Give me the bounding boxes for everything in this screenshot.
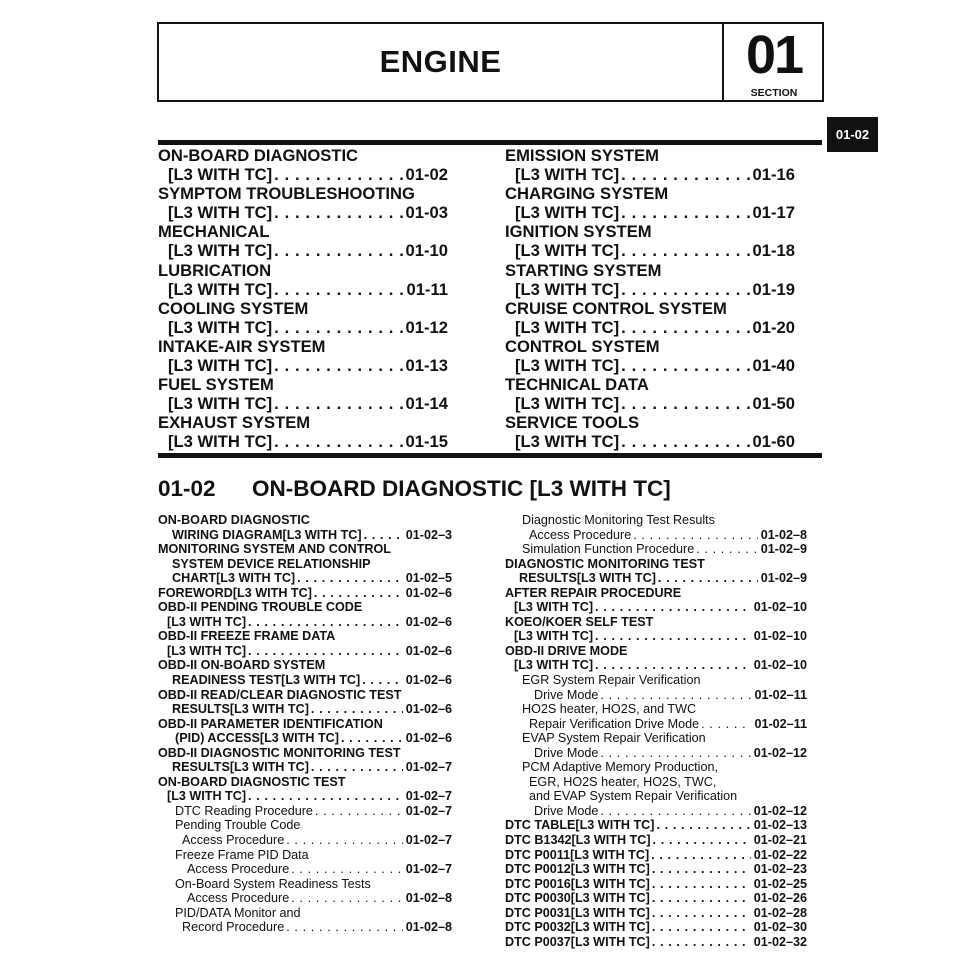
toc-page-number: 01-03: [405, 203, 448, 223]
divider-rule: [158, 453, 822, 458]
toc-entry-line: [158, 818, 452, 833]
toc-page-number: 01-02–3: [405, 527, 452, 542]
dot-leader: [650, 877, 751, 892]
toc-entry-link[interactable]: [505, 432, 795, 451]
toc-page-number: 01-18: [752, 241, 795, 261]
toc-entry-text: Drive Mode: [534, 687, 599, 702]
toc-page-number: 01-02–8: [405, 891, 452, 906]
toc-page-number: 01-02–7: [405, 833, 452, 848]
dot-leader: [619, 432, 749, 451]
toc-entry-link[interactable]: [505, 241, 795, 260]
toc-entry-text: [L3 WITH TC]: [515, 356, 620, 376]
section-number: 01: [745, 25, 803, 85]
toc-entry-line: [505, 644, 807, 659]
toc-entry-text: On-Board System Readiness Tests: [175, 876, 371, 891]
toc-entry-text: [L3 WITH TC]: [168, 279, 273, 299]
dot-leader: [593, 600, 751, 615]
dot-leader: [619, 356, 749, 375]
dot-leader: [699, 717, 751, 732]
toc-entry-line: [505, 615, 807, 630]
toc-entry-text: [L3 WITH TC]: [168, 203, 273, 223]
dot-leader: [246, 615, 403, 630]
toc-page-number: 01-02–6: [405, 614, 452, 629]
toc-page-number: 01-02–11: [754, 716, 807, 731]
dot-leader: [272, 432, 402, 451]
toc-entry-link[interactable]: [505, 848, 807, 863]
toc-page-number: 01-02–28: [753, 905, 807, 920]
toc-entry-text: PID/DATA Monitor and: [175, 905, 301, 920]
toc-entry-text: COOLING SYSTEM: [158, 298, 309, 318]
toc-entry-link[interactable]: [158, 731, 452, 746]
toc-entry-text: [L3 WITH TC]: [515, 203, 620, 223]
toc-entry-line: [158, 513, 452, 528]
toc-entry-text: LUBRICATION: [158, 260, 272, 280]
toc-entry-link[interactable]: [505, 877, 807, 892]
toc-entry-text: Access Procedure: [187, 891, 290, 906]
toc-entry-link[interactable]: [158, 241, 448, 260]
dot-leader: [650, 862, 751, 877]
toc-entry-line: [158, 557, 452, 572]
toc-entry-line: [505, 789, 807, 804]
toc-entry-text: EGR, HO2S heater, HO2S, TWC,: [529, 774, 717, 789]
toc-entry-line: [158, 299, 448, 318]
toc-page-number: 01-19: [752, 279, 795, 299]
toc-entry-text: [L3 WITH TC]: [515, 317, 620, 337]
toc-page-number: 01-02–6: [405, 702, 452, 717]
toc-entry-link[interactable]: [158, 165, 448, 184]
toc-entry-text: ON-BOARD DIAGNOSTIC: [158, 513, 310, 527]
toc-entry-text: ON-BOARD DIAGNOSTIC TEST: [158, 774, 346, 789]
toc-page-number: 01-02–10: [753, 629, 807, 644]
toc-entry-text: OBD-II DIAGNOSTIC MONITORING TEST: [158, 745, 401, 760]
toc-entry-text: HO2S heater, HO2S, and TWC: [522, 702, 697, 717]
toc-entry-link[interactable]: [158, 586, 452, 601]
toc-entry-line: [158, 746, 452, 761]
toc-entry-text: [L3 WITH TC]: [514, 658, 594, 673]
dot-leader: [619, 280, 749, 299]
toc-entry-link[interactable]: [505, 280, 795, 299]
side-tab[interactable]: 01-02: [827, 117, 878, 152]
toc-entry-link[interactable]: [505, 746, 807, 761]
toc-entry-link[interactable]: [505, 165, 795, 184]
divider-rule: [158, 140, 822, 145]
toc-page-number: 01-02–6: [405, 643, 452, 658]
toc-entry-link[interactable]: [158, 891, 452, 906]
dot-leader: [272, 356, 402, 375]
toc-entry-line: [158, 222, 448, 241]
dot-leader: [598, 746, 750, 761]
dot-leader: [284, 920, 403, 935]
toc-entry-text: PCM Adaptive Memory Production,: [522, 760, 718, 775]
dot-leader: [272, 165, 402, 184]
dot-leader: [339, 731, 403, 746]
toc-entry-text: SERVICE TOOLS: [505, 413, 640, 433]
toc-entry-text: OBD-II PARAMETER IDENTIFICATION: [158, 716, 383, 731]
toc-entry-text: MECHANICAL: [158, 222, 270, 242]
subsection-number: 01-02: [158, 476, 216, 501]
toc-entry-text: INTAKE-AIR SYSTEM: [158, 336, 326, 356]
dot-leader: [289, 862, 403, 877]
toc-entry-line: [505, 261, 795, 280]
toc-entry-link[interactable]: [505, 906, 807, 921]
toc-entry-line: [158, 542, 452, 557]
toc-entry-text: [L3 WITH TC]: [514, 600, 594, 615]
toc-entry-text: [L3 WITH TC]: [168, 165, 273, 185]
toc-entry-line: [158, 146, 448, 165]
toc-page-number: 01-50: [752, 394, 795, 414]
toc-entry-text: Freeze Frame PID Data: [175, 847, 309, 862]
toc-entry-link[interactable]: [505, 717, 807, 732]
toc-entry-text: CONTROL SYSTEM: [505, 336, 660, 356]
toc-entry-line: [505, 702, 807, 717]
toc-entry-line: [505, 513, 807, 528]
toc-page-number: 01-12: [405, 317, 448, 337]
subsection-toc-left: [158, 513, 452, 935]
dot-leader: [619, 318, 749, 337]
toc-entry-link[interactable]: [158, 760, 452, 775]
toc-page-number: 01-02–9: [760, 542, 807, 557]
toc-entry-text: [L3 WITH TC]: [514, 629, 594, 644]
toc-entry-line: [158, 717, 452, 732]
section-toc-left: [158, 146, 448, 452]
toc-entry-text: ON-BOARD DIAGNOSTIC: [158, 146, 359, 165]
toc-page-number: 01-11: [406, 279, 448, 299]
dot-leader: [650, 935, 751, 950]
toc-entry-text: CHART[L3 WITH TC]: [172, 571, 296, 586]
toc-entry-link[interactable]: [505, 862, 807, 877]
toc-page-number: 01-02–26: [753, 891, 807, 906]
toc-entry-text: [L3 WITH TC]: [167, 614, 247, 629]
toc-entry-text: DTC P0016[L3 WITH TC]: [505, 876, 650, 891]
toc-entry-text: DTC P0031[L3 WITH TC]: [505, 905, 650, 920]
toc-entry-text: DTC P0032[L3 WITH TC]: [505, 920, 650, 935]
toc-entry-text: and EVAP System Repair Verification: [529, 789, 738, 804]
toc-entry-line: [505, 184, 795, 203]
toc-entry-line: [158, 688, 452, 703]
toc-entry-text: EMISSION SYSTEM: [505, 146, 659, 165]
toc-entry-text: (PID) ACCESS[L3 WITH TC]: [175, 731, 339, 746]
toc-entry-text: Access Procedure: [187, 862, 290, 877]
toc-entry-text: Drive Mode: [534, 745, 599, 760]
toc-entry-link[interactable]: [505, 542, 807, 557]
toc-page-number: 01-02–22: [753, 847, 807, 862]
dot-leader: [309, 760, 403, 775]
toc-entry-link[interactable]: [158, 862, 452, 877]
toc-page-number: 01-17: [752, 203, 795, 223]
toc-entry-text: FUEL SYSTEM: [158, 375, 274, 395]
toc-entry-text: [L3 WITH TC]: [167, 789, 247, 804]
toc-entry-text: [L3 WITH TC]: [515, 394, 620, 414]
toc-entry-line: [158, 658, 452, 673]
toc-entry-text: Access Procedure: [182, 833, 285, 848]
toc-page-number: 01-02–13: [753, 818, 807, 833]
toc-entry-link[interactable]: [158, 644, 452, 659]
toc-page-number: 01-02–8: [760, 527, 807, 542]
toc-entry-link[interactable]: [158, 920, 452, 935]
section-toc-right: [505, 146, 795, 452]
toc-entry-line: [158, 184, 448, 203]
toc-entry-text: RESULTS[L3 WITH TC]: [519, 571, 656, 586]
toc-entry-text: [L3 WITH TC]: [515, 432, 620, 452]
toc-entry-text: DTC P0012[L3 WITH TC]: [505, 862, 650, 877]
toc-entry-link[interactable]: [505, 528, 807, 543]
toc-entry-link[interactable]: [505, 629, 807, 644]
toc-entry-line: [505, 375, 795, 394]
toc-entry-text: READINESS TEST[L3 WITH TC]: [172, 673, 361, 688]
toc-entry-line: [158, 848, 452, 863]
toc-entry-link[interactable]: [158, 702, 452, 717]
dot-leader: [650, 906, 751, 921]
dot-leader: [650, 891, 751, 906]
toc-entry-text: OBD-II FREEZE FRAME DATA: [158, 629, 336, 644]
toc-page-number: 01-02–8: [405, 920, 452, 935]
dot-leader: [272, 280, 403, 299]
toc-page-number: 01-02–12: [753, 745, 807, 760]
section-header: [157, 22, 824, 102]
toc-entry-line: [505, 731, 807, 746]
toc-entry-text: DTC B1342[L3 WITH TC]: [505, 833, 651, 848]
toc-entry-text: RESULTS[L3 WITH TC]: [172, 702, 309, 717]
toc-entry-text: OBD-II READ/CLEAR DIAGNOSTIC TEST: [158, 687, 402, 702]
toc-entry-link[interactable]: [158, 528, 452, 543]
toc-entry-line: [158, 413, 448, 432]
toc-entry-text: EVAP System Repair Verification: [522, 731, 706, 746]
dot-leader: [312, 586, 403, 601]
toc-entry-link[interactable]: [158, 571, 452, 586]
toc-entry-text: DTC P0011[L3 WITH TC]: [505, 847, 650, 862]
toc-page-number: 01-02–23: [753, 862, 807, 877]
toc-page-number: 01-02–7: [405, 789, 452, 804]
toc-entry-text: [L3 WITH TC]: [168, 356, 273, 376]
section-title: ENGINE: [379, 44, 502, 79]
toc-entry-line: [158, 775, 452, 790]
toc-entry-link[interactable]: [505, 394, 795, 413]
toc-entry-link[interactable]: [158, 356, 448, 375]
toc-page-number: 01-02–7: [405, 760, 452, 775]
toc-entry-text: TECHNICAL DATA: [505, 375, 649, 395]
toc-entry-text: MONITORING SYSTEM AND CONTROL: [158, 542, 391, 557]
subsection-toc-right: [505, 513, 807, 949]
toc-entry-link[interactable]: [158, 833, 452, 848]
toc-entry-link[interactable]: [505, 804, 807, 819]
toc-page-number: 01-02–6: [405, 673, 452, 688]
toc-entry-line: [505, 673, 807, 688]
toc-entry-link[interactable]: [505, 600, 807, 615]
toc-entry-text: DTC P0030[L3 WITH TC]: [505, 891, 650, 906]
toc-entry-text: EXHAUST SYSTEM: [158, 413, 311, 433]
section-number-box: [722, 24, 824, 100]
dot-leader: [313, 804, 403, 819]
toc-page-number: 01-15: [405, 432, 448, 452]
dot-leader: [295, 571, 403, 586]
toc-entry-line: [158, 600, 452, 615]
toc-entry-line: [505, 557, 807, 572]
toc-entry-text: EGR System Repair Verification: [522, 673, 701, 688]
toc-entry-text: [L3 WITH TC]: [167, 643, 247, 658]
toc-page-number: 01-02–21: [753, 833, 807, 848]
dot-leader: [598, 688, 751, 703]
toc-entry-text: AFTER REPAIR PROCEDURE: [505, 585, 682, 600]
toc-entry-text: DTC P0037[L3 WITH TC]: [505, 934, 650, 949]
toc-entry-text: Simulation Function Procedure: [522, 542, 695, 557]
dot-leader: [619, 203, 749, 222]
toc-entry-link[interactable]: [505, 935, 807, 950]
dot-leader: [360, 673, 403, 688]
toc-entry-text: CHARGING SYSTEM: [505, 184, 669, 204]
toc-entry-link[interactable]: [158, 203, 448, 222]
toc-page-number: 01-02–10: [753, 658, 807, 673]
dot-leader: [619, 394, 749, 413]
toc-entry-line: [505, 760, 807, 775]
toc-entry-link[interactable]: [505, 658, 807, 673]
toc-entry-text: CRUISE CONTROL SYSTEM: [505, 298, 727, 318]
dot-leader: [649, 848, 751, 863]
toc-entry-text: Drive Mode: [534, 803, 599, 818]
toc-entry-link[interactable]: [158, 673, 452, 688]
toc-entry-text: Repair Verification Drive Mode: [529, 716, 700, 731]
toc-entry-text: Diagnostic Monitoring Test Results: [522, 513, 715, 527]
toc-page-number: 01-02–5: [405, 571, 452, 586]
toc-page-number: 01-02–32: [753, 934, 807, 949]
toc-entry-line: [505, 146, 795, 165]
toc-entry-line: [158, 877, 452, 892]
toc-entry-text: [L3 WITH TC]: [515, 279, 620, 299]
toc-entry-text: SYSTEM DEVICE RELATIONSHIP: [172, 556, 371, 571]
section-label: SECTION: [750, 87, 798, 99]
dot-leader: [619, 165, 749, 184]
toc-entry-text: [L3 WITH TC]: [168, 241, 273, 261]
toc-entry-text: RESULTS[L3 WITH TC]: [172, 760, 309, 775]
toc-entry-line: [158, 261, 448, 280]
toc-entry-link[interactable]: [158, 280, 448, 299]
toc-entry-link[interactable]: [158, 804, 452, 819]
toc-page-number: 01-02–6: [405, 731, 452, 746]
toc-page-number: 01-20: [752, 317, 795, 337]
toc-entry-link[interactable]: [158, 318, 448, 337]
dot-leader: [272, 394, 402, 413]
dot-leader: [362, 528, 403, 543]
toc-entry-text: DIAGNOSTIC MONITORING TEST: [505, 556, 705, 571]
subsection-title: ON-BOARD DIAGNOSTIC [L3 WITH TC]: [252, 476, 671, 501]
toc-entry-text: KOEO/KOER SELF TEST: [505, 614, 654, 629]
toc-entry-line: [505, 775, 807, 790]
toc-entry-text: DTC Reading Procedure: [175, 803, 313, 818]
toc-page-number: 01-02–25: [753, 876, 807, 891]
toc-entry-text: OBD-II ON-BOARD SYSTEM: [158, 658, 326, 673]
dot-leader: [631, 528, 758, 543]
toc-page-number: 01-02–12: [753, 803, 807, 818]
dot-leader: [598, 804, 750, 819]
toc-entry-text: [L3 WITH TC]: [168, 432, 273, 452]
toc-entry-link[interactable]: [505, 203, 795, 222]
toc-entry-text: FOREWORD[L3 WITH TC]: [158, 585, 312, 600]
toc-entry-link[interactable]: [505, 818, 807, 833]
toc-entry-link[interactable]: [505, 688, 807, 703]
toc-entry-text: OBD-II DRIVE MODE: [505, 643, 628, 658]
dot-leader: [284, 833, 403, 848]
toc-entry-link[interactable]: [158, 394, 448, 413]
dot-leader: [650, 920, 751, 935]
toc-entry-text: [L3 WITH TC]: [168, 394, 273, 414]
dot-leader: [656, 571, 758, 586]
dot-leader: [651, 833, 751, 848]
toc-entry-text: [L3 WITH TC]: [515, 165, 620, 185]
toc-entry-text: [L3 WITH TC]: [515, 241, 620, 261]
dot-leader: [694, 542, 758, 557]
toc-page-number: 01-02: [405, 165, 448, 185]
toc-page-number: 01-02–10: [753, 600, 807, 615]
toc-entry-line: [158, 337, 448, 356]
dot-leader: [654, 818, 750, 833]
toc-entry-text: DTC TABLE[L3 WITH TC]: [505, 818, 655, 833]
toc-page-number: 01-10: [405, 241, 448, 261]
toc-page-number: 01-02–7: [405, 862, 452, 877]
toc-entry-text: Pending Trouble Code: [175, 818, 301, 833]
toc-entry-link[interactable]: [505, 356, 795, 375]
dot-leader: [289, 891, 403, 906]
toc-entry-line: [505, 299, 795, 318]
toc-page-number: 01-02–9: [760, 571, 807, 586]
toc-entry-line: [158, 375, 448, 394]
toc-page-number: 01-02–6: [405, 585, 452, 600]
toc-entry-text: OBD-II PENDING TROUBLE CODE: [158, 600, 363, 615]
toc-entry-text: WIRING DIAGRAM[L3 WITH TC]: [172, 527, 362, 542]
toc-page-number: 01-60: [752, 432, 795, 452]
toc-entry-text: [L3 WITH TC]: [168, 317, 273, 337]
dot-leader: [593, 658, 751, 673]
toc-entry-line: [505, 586, 807, 601]
toc-entry-link[interactable]: [505, 571, 807, 586]
toc-entry-text: SYMPTOM TROUBLESHOOTING: [158, 184, 415, 204]
toc-page-number: 01-40: [752, 356, 795, 376]
toc-page-number: 01-02–7: [405, 803, 452, 818]
toc-entry-line: [505, 337, 795, 356]
toc-page-number: 01-02–30: [753, 920, 807, 935]
toc-page-number: 01-16: [752, 165, 795, 185]
toc-entry-link[interactable]: [505, 318, 795, 337]
dot-leader: [272, 241, 402, 260]
toc-entry-text: STARTING SYSTEM: [505, 260, 662, 280]
toc-page-number: 01-14: [405, 394, 448, 414]
toc-entry-line: [158, 629, 452, 644]
dot-leader: [272, 203, 402, 222]
toc-entry-link[interactable]: [505, 833, 807, 848]
dot-leader: [309, 702, 403, 717]
toc-entry-text: Record Procedure: [182, 920, 285, 935]
toc-page-number: 01-02–11: [754, 687, 807, 702]
subsection-heading: [158, 476, 671, 502]
dot-leader: [246, 644, 403, 659]
dot-leader: [619, 241, 749, 260]
toc-entry-line: [505, 413, 795, 432]
toc-page-number: 01-13: [405, 356, 448, 376]
dot-leader: [593, 629, 751, 644]
toc-entry-link[interactable]: [505, 920, 807, 935]
dot-leader: [246, 789, 403, 804]
dot-leader: [272, 318, 402, 337]
toc-entry-line: [505, 222, 795, 241]
toc-entry-text: Access Procedure: [529, 527, 632, 542]
toc-entry-line: [158, 906, 452, 921]
toc-entry-link[interactable]: [158, 789, 452, 804]
toc-entry-link[interactable]: [158, 432, 448, 451]
toc-entry-link[interactable]: [158, 615, 452, 630]
toc-entry-link[interactable]: [505, 891, 807, 906]
toc-entry-text: IGNITION SYSTEM: [505, 222, 652, 242]
